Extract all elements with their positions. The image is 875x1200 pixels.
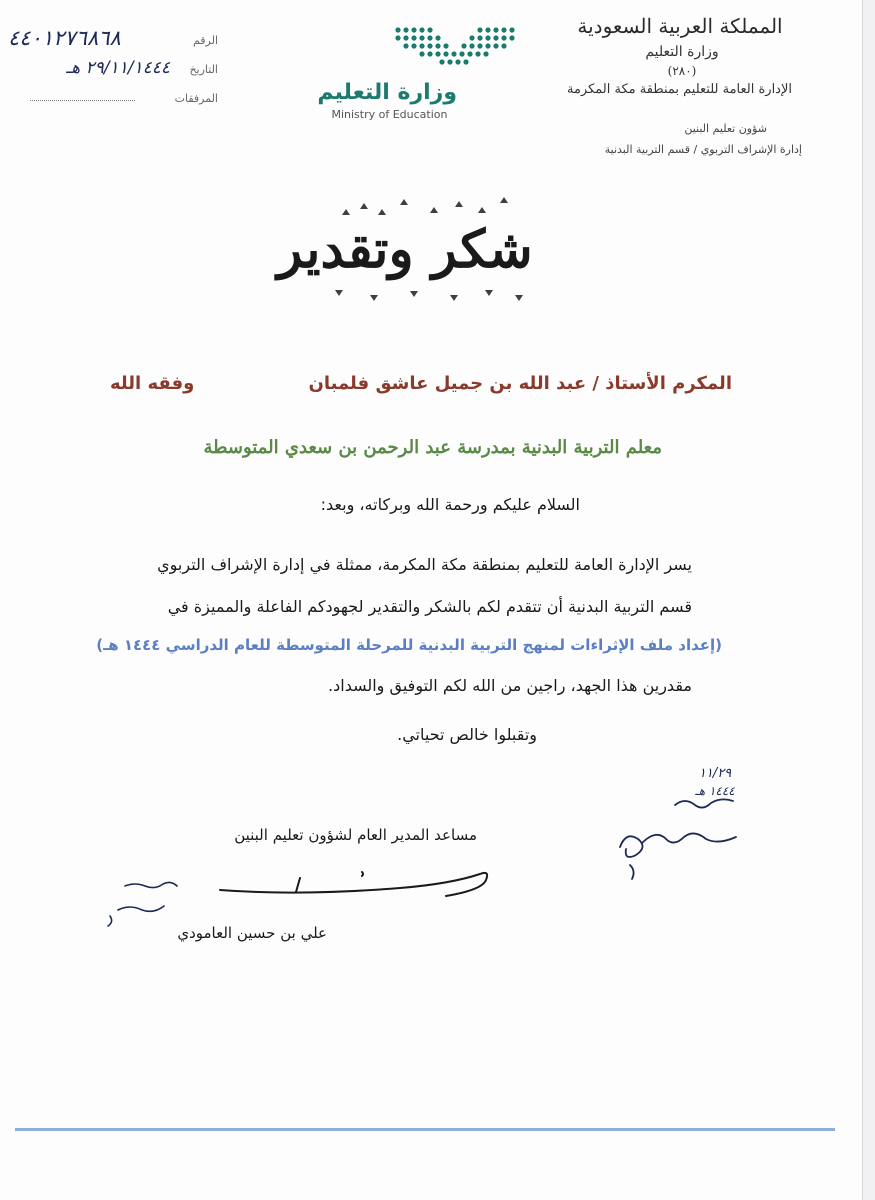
ministry-heading: وزارة التعليم — [645, 44, 719, 60]
date-value: ٢٩/١١/١٤٤٤ هـ — [66, 58, 170, 78]
title-text: شكر وتقدير — [277, 219, 533, 280]
general-administration: الإدارة العامة للتعليم بمنطقة مكة المكرمة — [566, 82, 792, 97]
closing-line: وتقبلوا خالص تحياتي. — [397, 725, 537, 744]
attachments-line — [30, 100, 135, 101]
ministry-logo-icon — [390, 24, 520, 68]
number-label: الرقم — [192, 34, 218, 47]
date-label: التاريخ — [189, 63, 218, 76]
attachments-label: المرفقات — [174, 92, 218, 105]
body-line-highlight: (إعداد ملف الإثراءات لمنهج التربية البدنية للمرحلة المتوسطة للعام الدراسي ١٤٤٤ هـ) — [96, 636, 722, 654]
body-line-1: يسر الإدارة العامة للتعليم بمنطقة مكة المكرمة، ممثلة في إدارة الإشراف التربوي — [157, 555, 692, 574]
department-line-2: إدارة الإشراف التربوي / قسم التربية البدنية — [604, 143, 802, 156]
kingdom-heading: المملكة العربية السعودية — [577, 14, 783, 38]
number-value: ٤٤٠١٢٧٦٨٦٨ — [8, 26, 121, 50]
department-line-1: شؤون تعليم البنين — [684, 122, 767, 135]
admin-code: (٢٨٠) — [667, 64, 697, 78]
handwritten-approval-mark — [600, 755, 760, 895]
ministry-name-english: Ministry of Education — [331, 108, 448, 121]
hand-date: ١١/٢٩ — [698, 766, 732, 781]
calligraphy-title — [250, 195, 560, 305]
signatory-name: علي بن حسين العامودي — [177, 924, 327, 942]
signature-scribble — [100, 850, 490, 930]
footer-divider — [15, 1128, 835, 1131]
recipient-school: معلم التربية البدنية بمدرسة عبد الرحمن بن سعدي المتوسطة — [203, 437, 662, 458]
greeting: السلام عليكم ورحمة الله وبركاته، وبعد: — [320, 495, 580, 514]
ministry-name-arabic: وزارة التعليم — [317, 80, 457, 105]
body-line-2: قسم التربية البدنية أن تتقدم لكم بالشكر والتقدير لجهودكم الفاعلة والمميزة في — [167, 597, 692, 616]
body-line-4: مقدرين هذا الجهد، راجين من الله لكم التوفيق والسداد. — [328, 676, 692, 695]
recipient-suffix: وفقه الله — [110, 373, 195, 394]
hand-year: ١٤٤٤ هـ — [695, 784, 735, 798]
recipient-name: المكرم الأستاذ / عبد الله بن جميل عاشق فلمبان — [308, 373, 732, 394]
signatory-title: مساعد المدير العام لشؤون تعليم البنين — [234, 826, 477, 844]
